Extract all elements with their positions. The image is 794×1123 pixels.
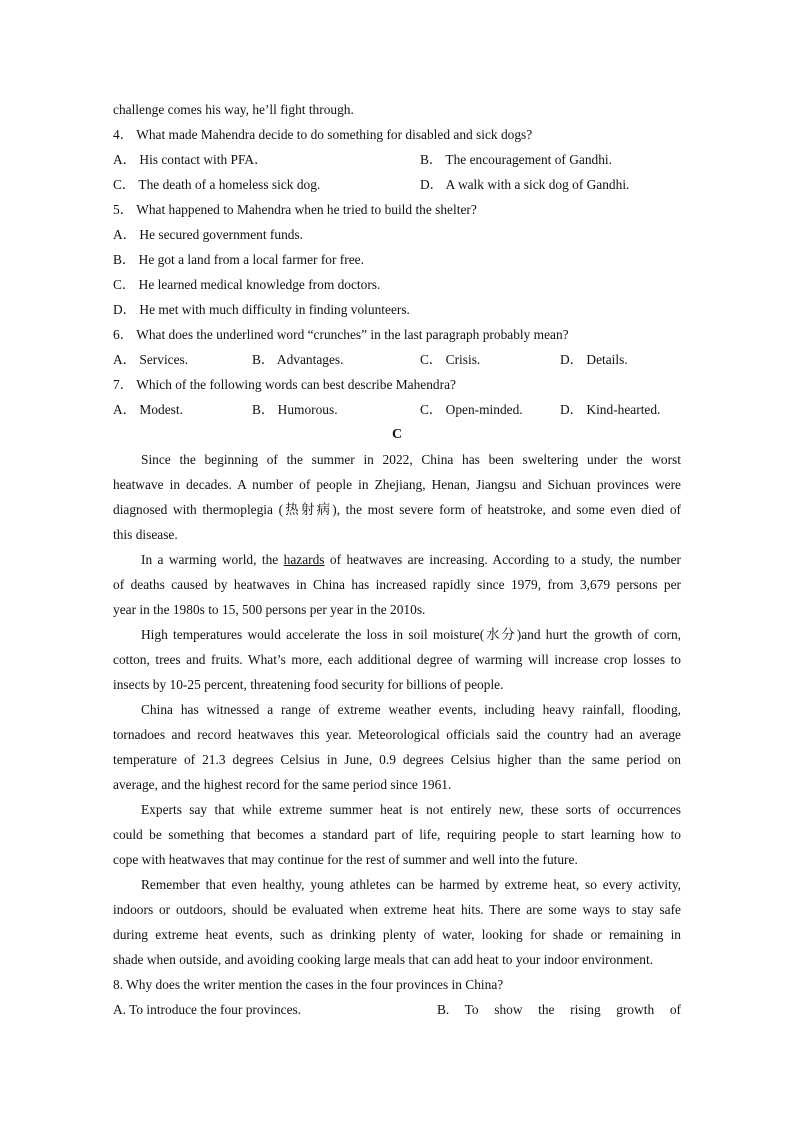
question-7-option-a: A． Modest.	[113, 402, 183, 417]
question-4-option-b: B． The encouragement of Gandhi.	[420, 152, 612, 167]
passage-p2-line2: of deaths caused by heatwaves in China has increased rapidly since 1979, from 3,679 persons per	[113, 577, 681, 592]
question-8-option-a: A. To introduce the four provinces.	[113, 1002, 302, 1017]
passage-p4-line2: tornadoes and record heatwaves this year. Meteorological officials said the country had an average	[113, 727, 681, 742]
question-6-option-c: C． Crisis.	[420, 352, 481, 367]
passage-p6-line3: during extreme heat events, such as drinking plenty of water, looking for shade or remaining in	[113, 927, 681, 942]
question-6-stem: 6． What does the underlined word “crunches” in the last paragraph probably mean?	[113, 327, 569, 342]
passage-p3-line3: insects by 10-25 percent, threatening food security for billions of people.	[113, 677, 504, 692]
passage-p3-line1: High temperatures would accelerate the loss in soil moisture(水分)and hurt the growth of corn,	[141, 627, 681, 642]
question-5-option-c: C． He learned medical knowledge from doctors.	[113, 277, 381, 292]
passage-p1-line4: this disease.	[113, 527, 178, 542]
passage-p5-line3: cope with heatwaves that may continue for the rest of summer and well into the future.	[113, 852, 578, 867]
question-7-option-d: D． Kind-hearted.	[560, 402, 661, 417]
passage-p5-line2: could be something that becomes a standard part of life, requiring people to start learning how to	[113, 827, 681, 842]
question-4-option-a: A． His contact with PFA．	[113, 152, 268, 167]
question-8-stem: 8. Why does the writer mention the cases in the four provinces in China?	[113, 977, 504, 992]
question-7-option-b: B． Humorous.	[252, 402, 338, 417]
passage-p4-line3: temperature of 21.3 degrees Celsius in June, 0.9 degrees Celsius higher than the same period on	[113, 752, 681, 767]
question-6-option-b: B． Advantages.	[252, 352, 344, 367]
question-5-option-b: B． He got a land from a local farmer for free.	[113, 252, 364, 267]
question-4-option-c: C． The death of a homeless sick dog.	[113, 177, 321, 192]
continued-text: challenge comes his way, he’ll fight through.	[113, 102, 354, 117]
question-5-stem: 5． What happened to Mahendra when he tried to build the shelter?	[113, 202, 477, 217]
question-5-option-a: A． He secured government funds.	[113, 227, 304, 242]
question-4-stem: 4． What made Mahendra decide to do something for disabled and sick dogs?	[113, 127, 533, 142]
question-6-option-a: A． Services.	[113, 352, 189, 367]
passage-p1-line2: heatwave in decades. A number of people in Zhejiang, Henan, Jiangsu and Sichuan provinces were	[113, 477, 681, 492]
passage-p6-line4: shade when outside, and avoiding cooking large meals that can add heat to your indoor environment.	[113, 952, 654, 967]
underlined-word-hazards: hazards	[283, 552, 325, 567]
question-6-option-d: D． Details.	[560, 352, 628, 367]
passage-p1-line1: Since the beginning of the summer in 2022, China has been sweltering under the worst	[141, 452, 681, 467]
question-4-option-d: D． A walk with a sick dog of Gandhi.	[420, 177, 630, 192]
section-heading: C	[391, 427, 403, 442]
passage-p4-line1: China has witnessed a range of extreme weather events, including heavy rainfall, flooding,	[141, 702, 681, 717]
question-7-stem: 7． Which of the following words can best describe Mahendra?	[113, 377, 456, 392]
passage-p1-line3: diagnosed with thermoplegia (热射病), the most severe form of heatstroke, and some even died of	[113, 502, 681, 517]
passage-p3-line2: cotton, trees and fruits. What’s more, each additional degree of warming will increase crop losses to	[113, 652, 681, 667]
passage-p5-line1: Experts say that while extreme summer heat is not entirely new, these sorts of occurrences	[141, 802, 681, 817]
passage-p6-line1: Remember that even healthy, young athletes can be harmed by extreme heat, so every activity,	[141, 877, 681, 892]
question-5-option-d: D． He met with much difficulty in finding volunteers.	[113, 302, 410, 317]
passage-p2-line1: In a warming world, the hazards of heatwaves are increasing. According to a study, the number	[141, 552, 682, 567]
question-7-option-c: C． Open-minded.	[420, 402, 523, 417]
passage-p4-line4: average, and the highest record for the same period since 1961.	[113, 777, 452, 792]
passage-p6-line2: indoors or outdoors, should be evaluated when extreme heat hits. There are some ways to stay safe	[113, 902, 681, 917]
question-8-option-b: B. To show the rising growth of	[437, 1002, 681, 1017]
passage-p2-line3: year in the 1980s to 15, 500 persons per year in the 2010s.	[113, 602, 426, 617]
